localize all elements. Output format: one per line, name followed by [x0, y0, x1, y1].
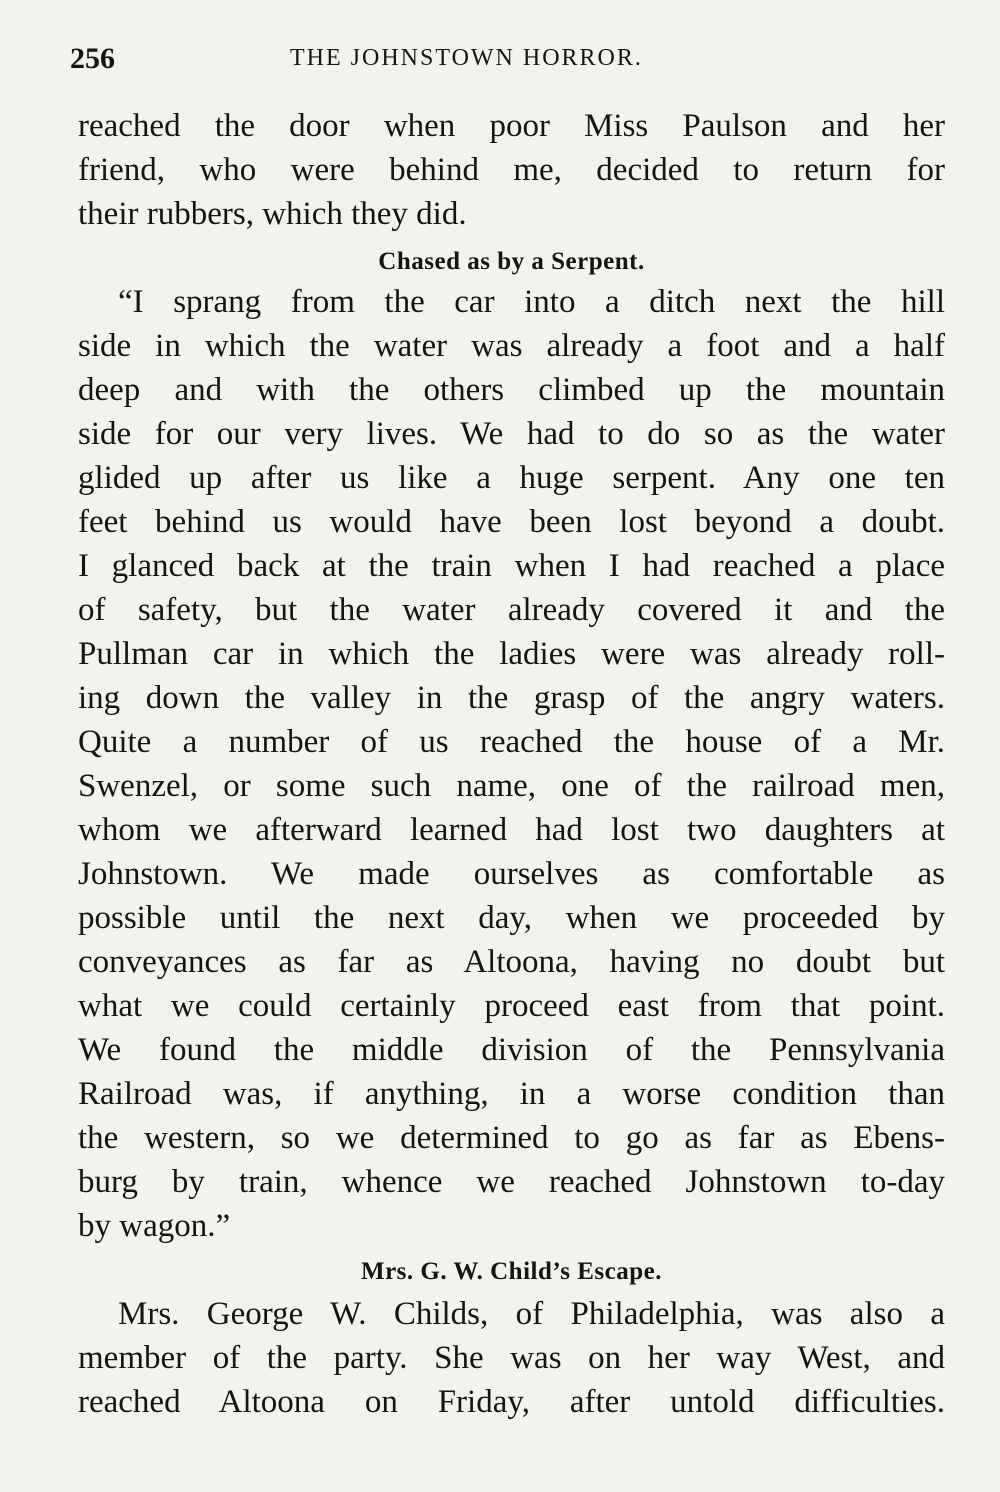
text-line: We found the middle division of the Pennsylvania [78, 1032, 945, 1068]
text-line: reached Altoona on Friday, after untold difficulties. [78, 1384, 945, 1420]
text-line: what we could certainly proceed east from that point. [78, 988, 945, 1024]
text-line: friend, who were behind me, decided to return for [78, 152, 945, 188]
text-line: of safety, but the water already covered it and the [78, 592, 945, 628]
text-line: whom we afterward learned had lost two daughters at [78, 812, 945, 848]
text-line: Pullman car in which the ladies were was already roll- [78, 636, 945, 672]
text-line: ing down the valley in the grasp of the angry waters. [78, 680, 945, 716]
text-line: conveyances as far as Altoona, having no doubt but [78, 944, 945, 980]
text-line: Quite a number of us reached the house of a Mr. [78, 724, 945, 760]
text-line: by wagon.” [78, 1208, 231, 1244]
text-line: the western, so we determined to go as far as Ebens- [78, 1120, 945, 1156]
section-heading-childs-escape: Mrs. G. W. Child’s Escape. [360, 1258, 662, 1285]
text-line: feet behind us would have been lost beyond a doubt. [78, 504, 945, 540]
running-title: THE JOHNSTOWN HORROR. [290, 45, 643, 71]
text-line: Johnstown. We made ourselves as comfortable as [78, 856, 945, 892]
text-line: “I sprang from the car into a ditch next the hill [118, 284, 945, 320]
section-heading-chased: Chased as by a Serpent. [378, 248, 645, 275]
text-line: I glanced back at the train when I had reached a place [78, 548, 945, 584]
text-line: glided up after us like a huge serpent. Any one ten [78, 460, 945, 496]
text-line: side for our very lives. We had to do so as the water [78, 416, 945, 452]
text-line: Swenzel, or some such name, one of the railroad men, [78, 768, 945, 804]
text-line: member of the party. She was on her way West, and [78, 1340, 945, 1376]
text-line: Railroad was, if anything, in a worse condition than [78, 1076, 945, 1112]
text-line: their rubbers, which they did. [78, 196, 467, 232]
text-line: Mrs. George W. Childs, of Philadelphia, was also a [118, 1296, 945, 1332]
page-number: 256 [70, 42, 115, 75]
text-line: possible until the next day, when we proceeded by [78, 900, 945, 936]
text-line: reached the door when poor Miss Paulson and her [78, 108, 945, 144]
text-line: side in which the water was already a foot and a half [78, 328, 945, 364]
text-line: deep and with the others climbed up the mountain [78, 372, 945, 408]
text-line: burg by train, whence we reached Johnstown to-day [78, 1164, 945, 1200]
